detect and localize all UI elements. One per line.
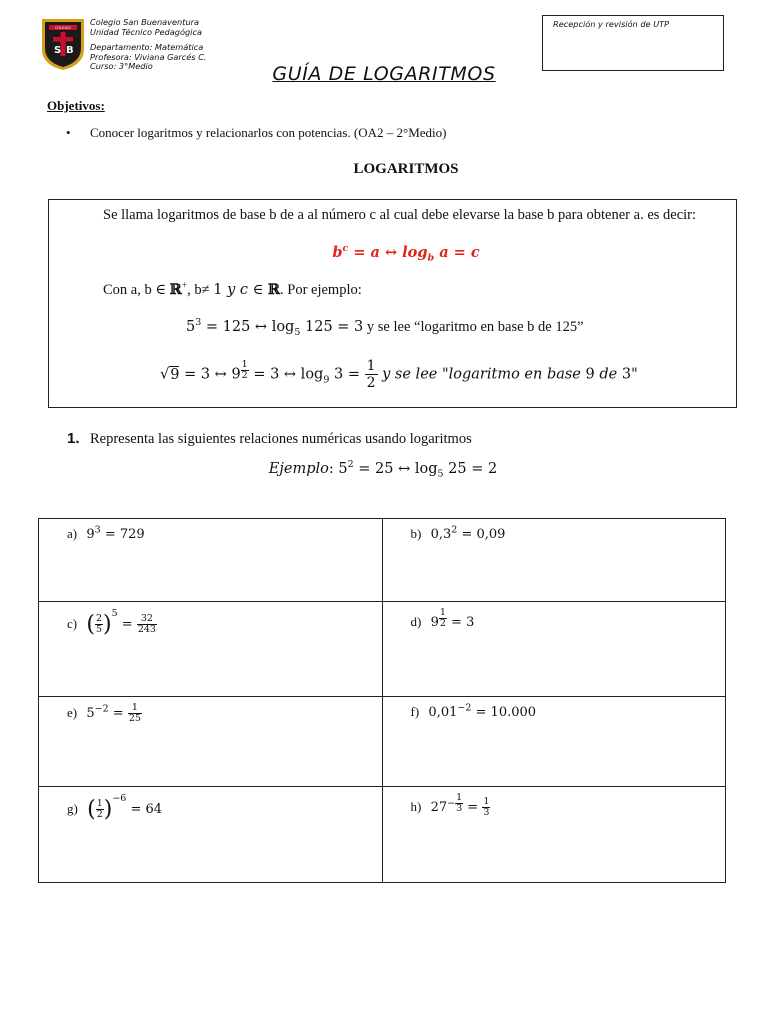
- exercise-expression: $9^3 = 729$: [86, 525, 145, 543]
- definition-text: Se llama logaritmos de base b de a al número c al cual debe elevarse la base b para obtener a. es decir:: [103, 207, 697, 223]
- page-title: GUÍA DE LOGARITMOS: [272, 63, 496, 85]
- school-name: Colegio San Buenaventura: [90, 17, 200, 27]
- school-unit: Unidad Técnico Pedagógica: [90, 26, 202, 37]
- definition-formula: $b^c = a$ ↔ $\log_b a = c$: [332, 243, 480, 264]
- objectives-label: Objetivos:: [47, 98, 105, 113]
- question-example: Ejemplo: $5^2 = 25$ ↔ $\log_5 25 = 2$: [268, 459, 498, 480]
- svg-text:S: S: [54, 45, 62, 56]
- exercise-label: f): [410, 704, 420, 720]
- exercise-expression: $5^{-2}$ = $\frac{1}{25}$: [86, 702, 141, 724]
- exercise-expression: $0,01^{-2} = 10.000$: [428, 703, 537, 721]
- exercise-expression: ( $\frac{2}{5}$ )$^5$ = $\frac{32}{243}$: [86, 608, 156, 637]
- exercise-cell-e[interactable]: [39, 697, 383, 787]
- svg-text:COLEGIO: COLEGIO: [54, 26, 72, 30]
- exercise-cell-h[interactable]: [382, 787, 726, 883]
- teacher: Profesora: Viviana Garcés C.: [90, 51, 207, 62]
- exercise-expression: ( $\frac{1}{2}$ )$^{-6}$ = 64: [87, 793, 163, 822]
- exercise-label: b): [410, 526, 422, 542]
- exercise-expression: $0,3^2 = 0,09$: [430, 525, 506, 543]
- exercise-cell-d[interactable]: [382, 602, 726, 697]
- exercise-expression: $27^{- \frac{1}{3}}$ = $\frac{1}{3}$: [430, 792, 490, 819]
- bullet-icon: •: [66, 125, 71, 140]
- exercise-label: g): [67, 801, 78, 816]
- definition-condition: Con a, b ∈ ℝ+, b≠ 1 y c ∈ ℝ. Por ejemplo:: [103, 281, 362, 298]
- exercise-expression: 9 $^{\frac{1}{2}}$ = 3: [430, 607, 475, 631]
- section-title: LOGARITMOS: [353, 161, 459, 177]
- exercise-cell-c[interactable]: [39, 602, 383, 697]
- exercise-cell-a[interactable]: [39, 519, 383, 602]
- objective-text: Conocer logaritmos y relacionarlos con potencias. (OA2 – 2°Medio): [90, 125, 447, 140]
- department: Departamento: Matemática: [90, 42, 204, 53]
- definition-example-2: √9 = 3 ↔ 9 $^{\frac{1}{2}}$ = 3 ↔ $\log_9 3$ = $\frac{1}{2}$ y se lee "logaritmo en base 9 de 3": [160, 358, 638, 391]
- exercise-label: a): [67, 526, 78, 542]
- svg-text:B: B: [66, 45, 74, 56]
- exercise-label: d): [410, 614, 422, 630]
- exercise-cell-f[interactable]: [382, 697, 726, 787]
- course: Curso: 3°Medio: [90, 61, 153, 72]
- exercise-label: c): [67, 616, 78, 631]
- exercise-label: e): [67, 705, 78, 720]
- exercise-cell-g[interactable]: [39, 787, 383, 883]
- question-number: 1.: [67, 430, 80, 447]
- question-text: Representa las siguientes relaciones numéricas usando logaritmos: [90, 431, 472, 447]
- exercise-label: h): [410, 799, 422, 815]
- exercise-table: [38, 518, 726, 883]
- utp-box-label: Recepción y revisión de UTP: [553, 19, 670, 29]
- exercise-cell-b[interactable]: [382, 519, 726, 602]
- definition-example-1: $5^3 = 125$ ↔ $\log_5 125 = 3$ y se lee “logaritmo en base b de 125”: [186, 317, 584, 338]
